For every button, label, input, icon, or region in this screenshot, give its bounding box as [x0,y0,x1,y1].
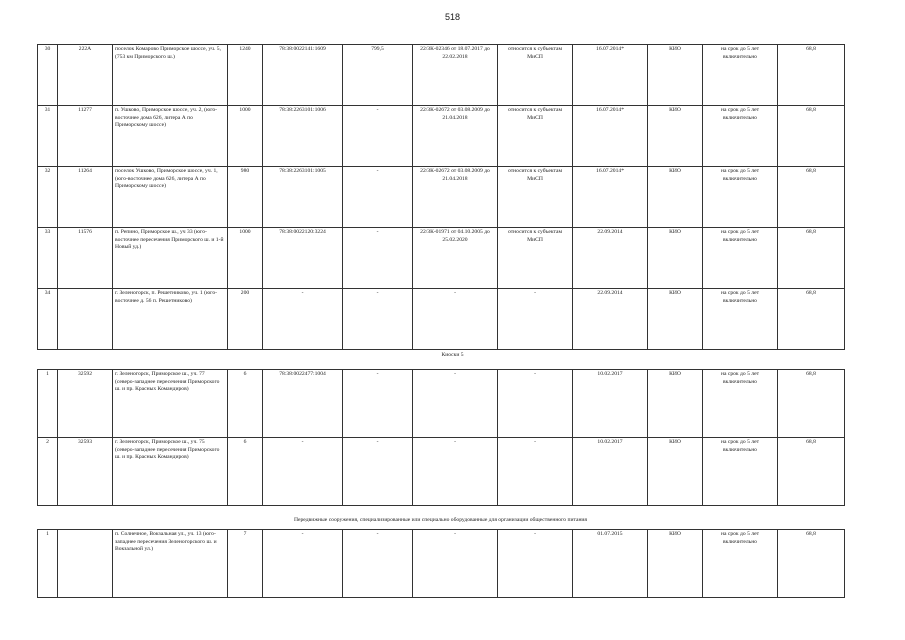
cell-address: поселок Ушково, Приморское шоссе, уч. 1, (юго-восточнее дома 626, литера А по Приморскому шоссе) [113,167,228,228]
caption-kiosks: Киоски 5 [441,352,464,358]
cell-num: 30 [38,45,58,106]
cell-address: п. Солнечное, Вокзальная ул., уч. 13 (юго-западнее пересечения Зеленогорского ш. и Вокзальной ул.) [113,530,228,598]
cell-code: 11277 [58,106,113,167]
cell-owner: КИО [648,167,703,228]
cell-rent: 799,5 [343,45,413,106]
cell-num: 33 [38,228,58,289]
cell-pct: 68,8 [778,438,845,506]
cell-rent: - [343,438,413,506]
cell-code: 32592 [58,370,113,438]
table-row [38,370,845,438]
cell-num: 1 [38,530,58,598]
cell-term: на срок до 5 лет включительно [703,228,778,289]
cell-term: на срок до 5 лет включительно [703,106,778,167]
cell-pct: 68,8 [778,289,845,350]
cell-status: - [498,289,573,350]
cell-address: г. Зеленогорск, п. Решетниково, уч. 1 (юго-восточнее д. 56 п. Решетниково) [113,289,228,350]
cell-term: на срок до 5 лет включительно [703,167,778,228]
cell-code: 11264 [58,167,113,228]
cell-pct: 68,8 [778,228,845,289]
table-row [38,228,845,289]
cell-status: - [498,530,573,598]
cell-date: 16.07.2014* [573,106,648,167]
cell-cadastral: - [263,530,343,598]
table-row [38,45,845,106]
cell-agreement: - [413,438,498,506]
cell-term: на срок до 5 лет включительно [703,289,778,350]
cell-address: г. Зеленогорск, Приморское ш., уч. 75 (северо-западнее пересечения Приморского ш. и пр. Красных Командиров) [113,438,228,506]
cell-date: 01.07.2015 [573,530,648,598]
cell-status: - [498,370,573,438]
cell-address: п. Репино, Приморское ш., уч 33 (юго-восточнее пересечения Приморского ш. и 1-й Новый уд.) [113,228,228,289]
cell-rent: - [343,167,413,228]
cell-rent: - [343,228,413,289]
table-section-a [37,44,845,350]
table-section-b [37,369,845,506]
cell-owner: КИО [648,289,703,350]
cell-status: - [498,438,573,506]
cell-cadastral: 78:38:0022141:1609 [263,45,343,106]
cell-area: 1000 [228,106,263,167]
cell-cadastral: - [263,438,343,506]
caption-mobile-structures: Передвижные сооружения, специализированные или специально оборудованные для организации общественного питания [293,517,587,523]
cell-agreement: 22/ЗК-01971 от 04.10.2005 до 25.02.2020 [413,228,498,289]
cell-owner: КИО [648,106,703,167]
cell-status: относится к субъектам МиСП [498,167,573,228]
cell-term: на срок до 5 лет включительно [703,530,778,598]
cell-address: п. Ушково, Приморское шоссе, уч. 2, (юго-восточнее дома 626, литера А по Приморскому шоссе) [113,106,228,167]
cell-num: 1 [38,370,58,438]
cell-area: 7 [228,530,263,598]
cell-owner: КИО [648,370,703,438]
cell-term: на срок до 5 лет включительно [703,438,778,506]
cell-status: относится к субъектам МиСП [498,45,573,106]
cell-term: на срок до 5 лет включительно [703,45,778,106]
cell-owner: КИО [648,45,703,106]
cell-pct: 68,8 [778,167,845,228]
cell-area: 6 [228,438,263,506]
cell-agreement: 22/ЗК-02346 от 18.07.2017 до 22.02.2018 [413,45,498,106]
cell-agreement: 22/ЗК-02672 от 03.08.2009 до 21.04.2018 [413,167,498,228]
cell-cadastral: 78:38:0022477:1004 [263,370,343,438]
cell-owner: КИО [648,228,703,289]
cell-date: 16.07.2014* [573,45,648,106]
cell-owner: КИО [648,438,703,506]
cell-date: 10.02.2017 [573,370,648,438]
cell-num: 32 [38,167,58,228]
cell-address: г. Зеленогорск, Приморское ш., уч. 77 (северо-западнее пересечения Приморского ш. и пр. Красных Командиров) [113,370,228,438]
cell-cadastral: 78:38:0022120:3224 [263,228,343,289]
cell-rent: - [343,289,413,350]
cell-pct: 68,8 [778,45,845,106]
cell-status: относится к субъектам МиСП [498,106,573,167]
cell-agreement: - [413,370,498,438]
page-number: 518 [444,12,461,22]
cell-area: 980 [228,167,263,228]
cell-rent: - [343,106,413,167]
cell-num: 34 [38,289,58,350]
cell-pct: 68,8 [778,370,845,438]
cell-owner: КИО [648,530,703,598]
cell-pct: 68,8 [778,106,845,167]
cell-code: 11576 [58,228,113,289]
cell-agreement: 22/ЗК-02672 от 03.08.2009 до 21.04.2018 [413,106,498,167]
cell-date: 16.07.2014* [573,167,648,228]
cell-cadastral: 78:38:2263101:1005 [263,167,343,228]
cell-term: на срок до 5 лет включительно [703,370,778,438]
cell-rent: - [343,530,413,598]
cell-num: 31 [38,106,58,167]
cell-agreement: - [413,289,498,350]
cell-area: 1000 [228,228,263,289]
cell-area: 6 [228,370,263,438]
table-row [38,289,845,350]
cell-code: 32593 [58,438,113,506]
cell-date: 22.09.2014 [573,228,648,289]
cell-date: 22.09.2014 [573,289,648,350]
table-row [38,530,845,598]
cell-cadastral: 78:38:2263101:1006 [263,106,343,167]
cell-area: 1240 [228,45,263,106]
cell-area: 200 [228,289,263,350]
table-row [38,106,845,167]
cell-num: 2 [38,438,58,506]
cell-code: 222А [58,45,113,106]
cell-agreement: - [413,530,498,598]
cell-pct: 68,8 [778,530,845,598]
table-row [38,167,845,228]
cell-date: 10.02.2017 [573,438,648,506]
cell-cadastral: - [263,289,343,350]
cell-code [58,289,113,350]
table-section-c [37,529,845,598]
cell-status: относится к субъектам МиСП [498,228,573,289]
cell-address: поселок Комарово Приморское шоссе, уч. 5, (753 км Приморского ш.) [113,45,228,106]
table-row [38,438,845,506]
cell-code [58,530,113,598]
cell-rent: - [343,370,413,438]
